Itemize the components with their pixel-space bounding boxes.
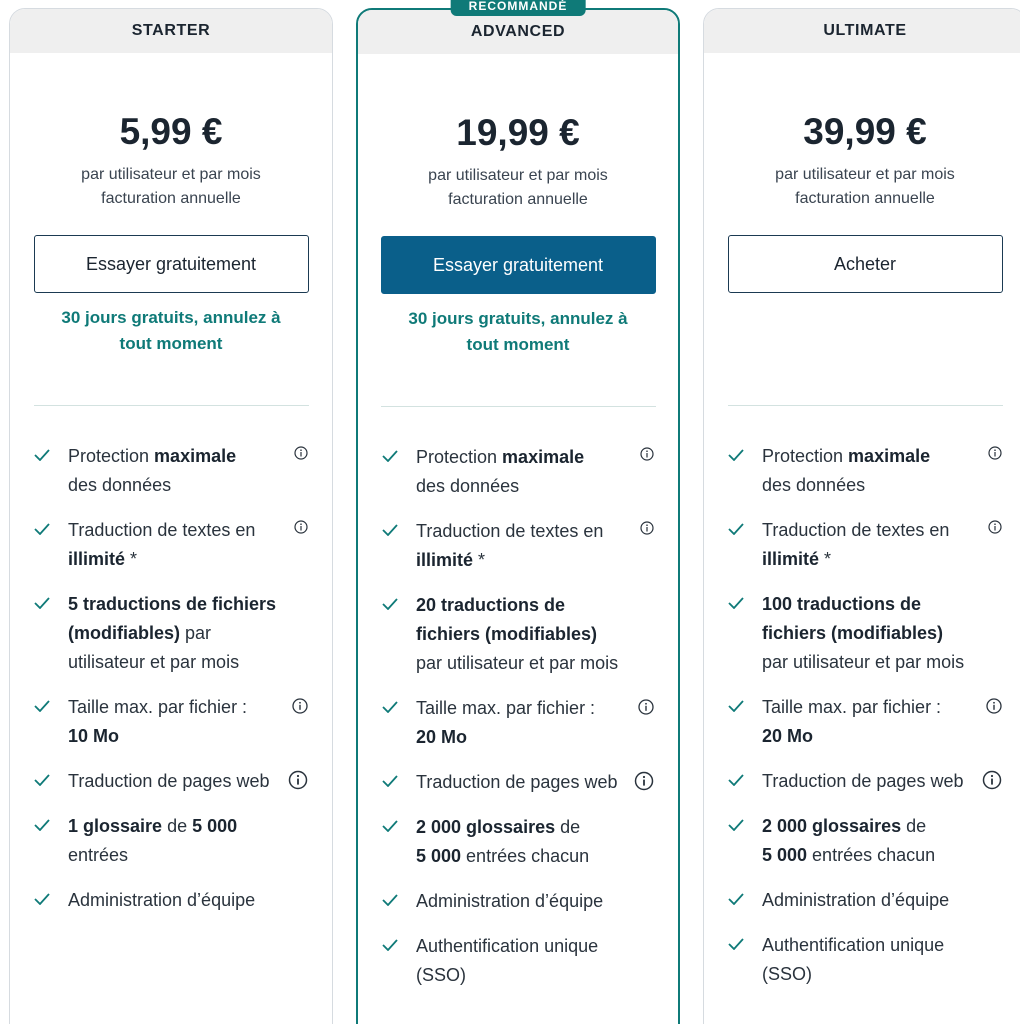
feature-web-translation: Traduction de pages web — [34, 767, 308, 796]
info-icon[interactable] — [988, 446, 1002, 460]
feature-sso: Authentification unique (SSO) — [728, 931, 1002, 989]
feature-max-file-size: Taille max. par fichier : 10 Mo — [34, 693, 308, 751]
feature-max-file-size: Taille max. par fichier : 20 Mo — [728, 693, 1002, 751]
trial-note-line: tout moment — [466, 335, 570, 354]
plan-card-ultimate — [703, 8, 1020, 1024]
info-icon[interactable] — [986, 698, 1002, 714]
feature-data-protection: Protection maximale des données — [728, 442, 1002, 500]
billing-period: facturation annuelle — [101, 190, 241, 207]
check-icon — [728, 886, 762, 915]
check-icon — [382, 694, 416, 752]
feature-text-translation: Traduction de textes en illimité * — [34, 516, 308, 574]
trial-note-line: 30 jours gratuits, annulez à — [61, 308, 281, 327]
price-details — [358, 164, 678, 212]
plan-name: ULTIMATE — [704, 9, 1020, 53]
check-icon — [382, 591, 416, 678]
price-details — [704, 163, 1020, 211]
check-icon — [382, 887, 416, 916]
info-icon[interactable] — [288, 770, 308, 790]
trial-note-line: tout moment — [119, 334, 223, 353]
feature-glossary: 2 000 glossaires de 5 000 entrées chacun — [728, 812, 1002, 870]
check-icon — [382, 443, 416, 501]
feature-list — [704, 442, 1020, 989]
feature-glossary: 1 glossaire de 5 000 entrées — [34, 812, 308, 870]
plan-name: ADVANCED — [358, 10, 678, 54]
feature-file-translation: 20 traductions de fichiers (modifiables) par utilisateur et par mois — [382, 591, 654, 678]
info-icon[interactable] — [988, 520, 1002, 534]
check-icon — [382, 768, 416, 797]
info-icon[interactable] — [638, 699, 654, 715]
feature-text-translation: Traduction de textes en illimité * — [728, 516, 1002, 574]
divider — [381, 406, 656, 407]
price-per-user: par utilisateur et par mois — [81, 166, 261, 183]
info-icon[interactable] — [292, 698, 308, 714]
feature-team-admin: Administration d’équipe — [728, 886, 1002, 915]
feature-file-translation: 5 traductions de fichiers (modifiables) par utilisateur et par mois — [34, 590, 308, 677]
feature-list — [358, 443, 678, 990]
check-icon — [34, 767, 68, 796]
recommended-badge: RECOMMANDÉ — [451, 0, 586, 16]
try-free-button[interactable]: Essayer gratuitement — [34, 235, 309, 293]
check-icon — [34, 590, 68, 677]
info-icon[interactable] — [294, 446, 308, 460]
info-icon[interactable] — [640, 447, 654, 461]
info-icon[interactable] — [634, 771, 654, 791]
info-icon[interactable] — [640, 521, 654, 535]
trial-note — [358, 306, 678, 358]
check-icon — [382, 517, 416, 575]
price-per-user: par utilisateur et par mois — [775, 166, 955, 183]
check-icon — [728, 931, 762, 989]
check-icon — [382, 932, 416, 990]
feature-max-file-size: Taille max. par fichier : 20 Mo — [382, 694, 654, 752]
check-icon — [728, 812, 762, 870]
price-details — [10, 163, 332, 211]
divider — [728, 405, 1003, 406]
info-icon[interactable] — [982, 770, 1002, 790]
check-icon — [728, 442, 762, 500]
plan-card-starter — [9, 8, 333, 1024]
check-icon — [34, 516, 68, 574]
feature-team-admin: Administration d’équipe — [34, 886, 308, 915]
check-icon — [728, 516, 762, 574]
check-icon — [728, 590, 762, 677]
check-icon — [728, 693, 762, 751]
check-icon — [382, 813, 416, 871]
trial-note-line: 30 jours gratuits, annulez à — [408, 309, 628, 328]
feature-data-protection: Protection maximale des données — [34, 442, 308, 500]
billing-period: facturation annuelle — [448, 191, 588, 208]
feature-web-translation: Traduction de pages web — [382, 768, 654, 797]
feature-team-admin: Administration d’équipe — [382, 887, 654, 916]
plan-price: 39,99 € — [803, 111, 927, 152]
feature-text-translation: Traduction de textes en illimité * — [382, 517, 654, 575]
feature-sso: Authentification unique (SSO) — [382, 932, 654, 990]
check-icon — [34, 886, 68, 915]
check-icon — [34, 693, 68, 751]
check-icon — [34, 442, 68, 500]
trial-note-empty — [704, 305, 1020, 357]
feature-web-translation: Traduction de pages web — [728, 767, 1002, 796]
plan-card-advanced — [356, 0, 680, 1024]
feature-file-translation: 100 traductions de fichiers (modifiables) par utilisateur et par mois — [728, 590, 1002, 677]
check-icon — [728, 767, 762, 796]
feature-data-protection: Protection maximale des données — [382, 443, 654, 501]
plan-price: 5,99 € — [119, 111, 223, 152]
billing-period: facturation annuelle — [795, 190, 935, 207]
check-icon — [34, 812, 68, 870]
plan-price: 19,99 € — [456, 112, 580, 153]
trial-note — [10, 305, 332, 357]
plan-name: STARTER — [10, 9, 332, 53]
buy-button[interactable]: Acheter — [728, 235, 1003, 293]
feature-list — [10, 442, 332, 915]
divider — [34, 405, 309, 406]
feature-glossary: 2 000 glossaires de 5 000 entrées chacun — [382, 813, 654, 871]
info-icon[interactable] — [294, 520, 308, 534]
try-free-button[interactable]: Essayer gratuitement — [381, 236, 656, 294]
price-per-user: par utilisateur et par mois — [428, 167, 608, 184]
